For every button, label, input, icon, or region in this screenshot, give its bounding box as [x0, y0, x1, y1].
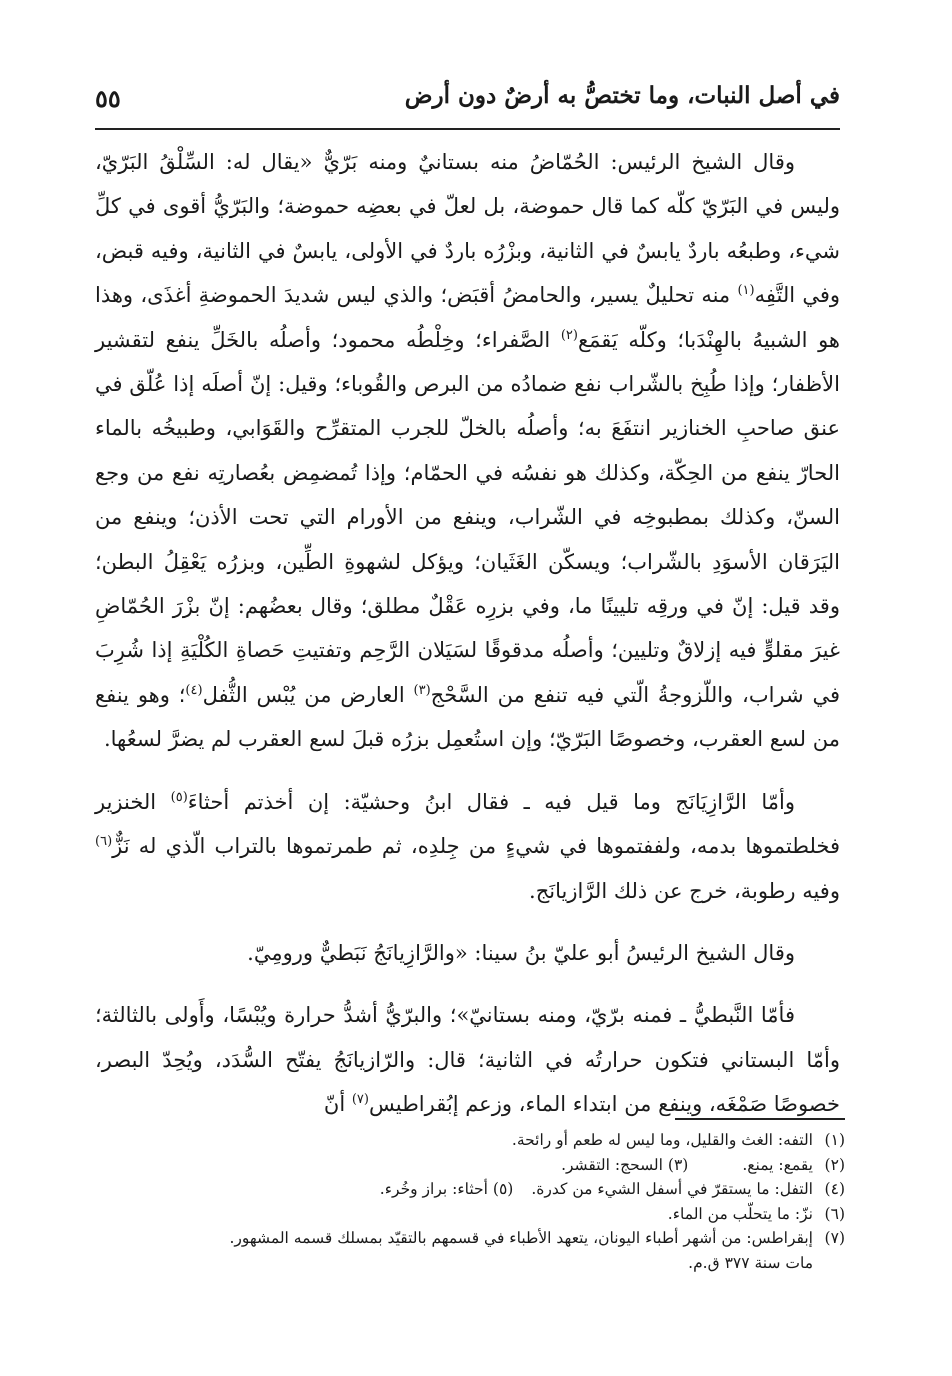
- paragraph: [95, 780, 840, 913]
- text-run: فأمّا النَّبطيُّ ـ فمنه برّيّ، ومنه بستانيّ»؛ والبرّيُّ أشدُّ حرارة ويُبْسًا، وأَولى بالثالثة؛ وأمّا البستاني فتكون حرارتُه في الثانية؛ قال: والرّازيانَجُ يفتّح السُّدَد، ويُحِدّ البصر، خصوصًا صَمْغَه، وينفع من ابتداء الماء، وزعم إبُقراطيس: [95, 1003, 840, 1117]
- footnote: [110, 1153, 845, 1178]
- footnote-mark: (٤): [185, 682, 203, 698]
- footnote-text: يقمع: يمنع.: [742, 1155, 813, 1174]
- main-text: [95, 140, 840, 1127]
- page-header: [95, 78, 840, 130]
- footnote-text: نزّ: ما يتحلّب من الماء.: [667, 1204, 813, 1223]
- text-run: العارض من يُبْس الثُّفل: [202, 682, 414, 707]
- text-run: الصَّفراء؛ وخِلْطُه محمود؛ وأصلُه بالخَلِّ ينفع لتقشير الأظفار؛ وإذا طُبِخ بالشّراب نفع ضمادُه من البرص والقُوباء؛ وقيل: إنّ أصلَه إذا عُلّق في عنق صاحبِ الخنازير انتفَعَ به؛ وأصلُه بالخلّ للجرب المتقرِّح والقَوَابي، وطبيخُه بالماء الحارّ ينفع من الحِكّة، وكذلك هو نفسُه في الحمّام؛ وإذا تُمضمِض بعُصارتِه نفع من وجع السنّ، وكذلك بمطبوخِه في الشّراب، وينفع من الأورام التي تحت الأذن؛ وينفع من اليَرَقان الأسوَدِ بالشّراب؛ ويسكّن الغَثَيان؛ ويؤكل لشهوةِ الطِّين، وبزرُه يَعْقِلُ البطن؛ وقد قيل: إنّ في ورقِه تليينًا ما، وفي بزرِه عَقْلٌ مطلق؛ وقال بعضُهم: إنّ بزْرَ الحُمّاضِ غيرَ مقلوٍّ فيه إزلاقٌ وتليين؛ وأصلُه مدقوقًا لسَيَلان الرَّحِم وتفتيتِ حَصاةِ الكُلْيَةِ إذا شُرِبَ في شراب، واللّزوجةُ الّتي فيه تنفع من السَّحْج: [95, 327, 840, 707]
- text-run: وفيه رطوبة، خرج عن ذلك الرَّازيانَج.: [529, 878, 840, 903]
- footnote-text: أحثاء: براز وخُرء.: [379, 1180, 488, 1198]
- footnote: [110, 1202, 845, 1227]
- running-head: في أصل النبات، وما تختصُّ به أرضٌ دون أرض: [404, 82, 840, 109]
- paragraph: [95, 140, 840, 762]
- footnote-mark: (٢): [560, 327, 578, 343]
- footnote-number: (٦): [824, 1204, 845, 1223]
- footnote: [110, 1128, 845, 1153]
- footnote-number: (٥): [492, 1180, 514, 1198]
- text-run: وأمّا الرَّازِيَانَج وما قيل فيه ـ فقال ابنُ وحشيّة: إن أخذتم أحثاءَ: [187, 789, 795, 814]
- footnote-continuation: مات سنة ٣٧٧ ق.م.: [688, 1253, 813, 1272]
- footnote-number: (٤): [824, 1180, 845, 1198]
- text-run: الخنزير فخلطتموها بدمه، ولففتموها في شيءٍ من جِلدِه، ثم طمرتموها بالتراب الّذي له نَزٌّ: [95, 789, 840, 859]
- footnote-text: التفه: الغث والقليل، وما ليس له طعم أو رائحة.: [511, 1131, 813, 1149]
- text-run: منه تحليلٌ يسير، والحامضُ أقبَض؛ والذي ليس شديدَ الحموضةِ أغذَى، وهذا هو الشبيهُ بالهِنْدَبا؛ وكلّه يَقمَع: [95, 283, 840, 352]
- footnote-text: السحج: التقشر.: [561, 1155, 663, 1174]
- footnote-number: (٣): [667, 1155, 689, 1174]
- text-run: أنّ: [323, 1092, 352, 1117]
- footnote-text: التفل: ما يستقرّ في أسفل الشيء من كدرة.: [531, 1180, 813, 1198]
- footnote-mark: (٥): [170, 789, 188, 805]
- footnote-number: (٢): [824, 1155, 845, 1174]
- page-number: ٥٥: [95, 84, 121, 113]
- footnote-mark: (٣): [413, 682, 431, 698]
- footnote-rule: [675, 1118, 845, 1120]
- footnote: [110, 1177, 845, 1202]
- footnote-mark: (٧): [351, 1092, 369, 1108]
- header-rule: [95, 128, 840, 130]
- footnote-text: إبقراطس: من أشهر أطباء اليونان، يتعهد الأطباء في قسمهم بالتقيّد بمسلك قسمه المشهور.: [229, 1229, 813, 1247]
- paragraph: [95, 931, 840, 975]
- footnote-number: (٧): [824, 1229, 845, 1247]
- footnote-text: [110, 1153, 813, 1178]
- footnote-mark: (٦): [95, 834, 113, 850]
- footnote: [110, 1226, 845, 1251]
- footnotes: [110, 1128, 845, 1275]
- footnote-mark: (١): [737, 283, 755, 299]
- text-run: وقال الشيخ الرئيسُ أبو عليّ بنُ سينا: «والرَّازِيانَجُ نَبَطيٌّ ورومِيّ.: [247, 940, 795, 965]
- footnote-number: (١): [824, 1131, 845, 1149]
- text-run: ؛ وهو ينفع من لسع العقرب، وخصوصًا البَرّيّ؛ وإن استُعمِل بزرُه قبلَ لسع العقرب لم يضرَّ لسعُها.: [95, 682, 840, 752]
- paragraph: [95, 993, 840, 1126]
- footnote-text: [110, 1177, 813, 1202]
- text-run: وقال الشيخ الرئيس: الحُمّاضُ منه بستانيٌ ومنه بَرّيٌّ «يقال له: السِّلْقُ البَرّيّ، وليس في البَرّيّ كلّه كما قال حموضة، بل لعلّ في بعضِه حموضة؛ والبَرّيُّ أقوى في كلِّ شيء، وطبعُه باردٌ يابسٌ في الثانية، وبزْرُه باردٌ في الأولى، يابسٌ في الثانية، وفيه قبض، وفي التَّفِه: [95, 150, 841, 308]
